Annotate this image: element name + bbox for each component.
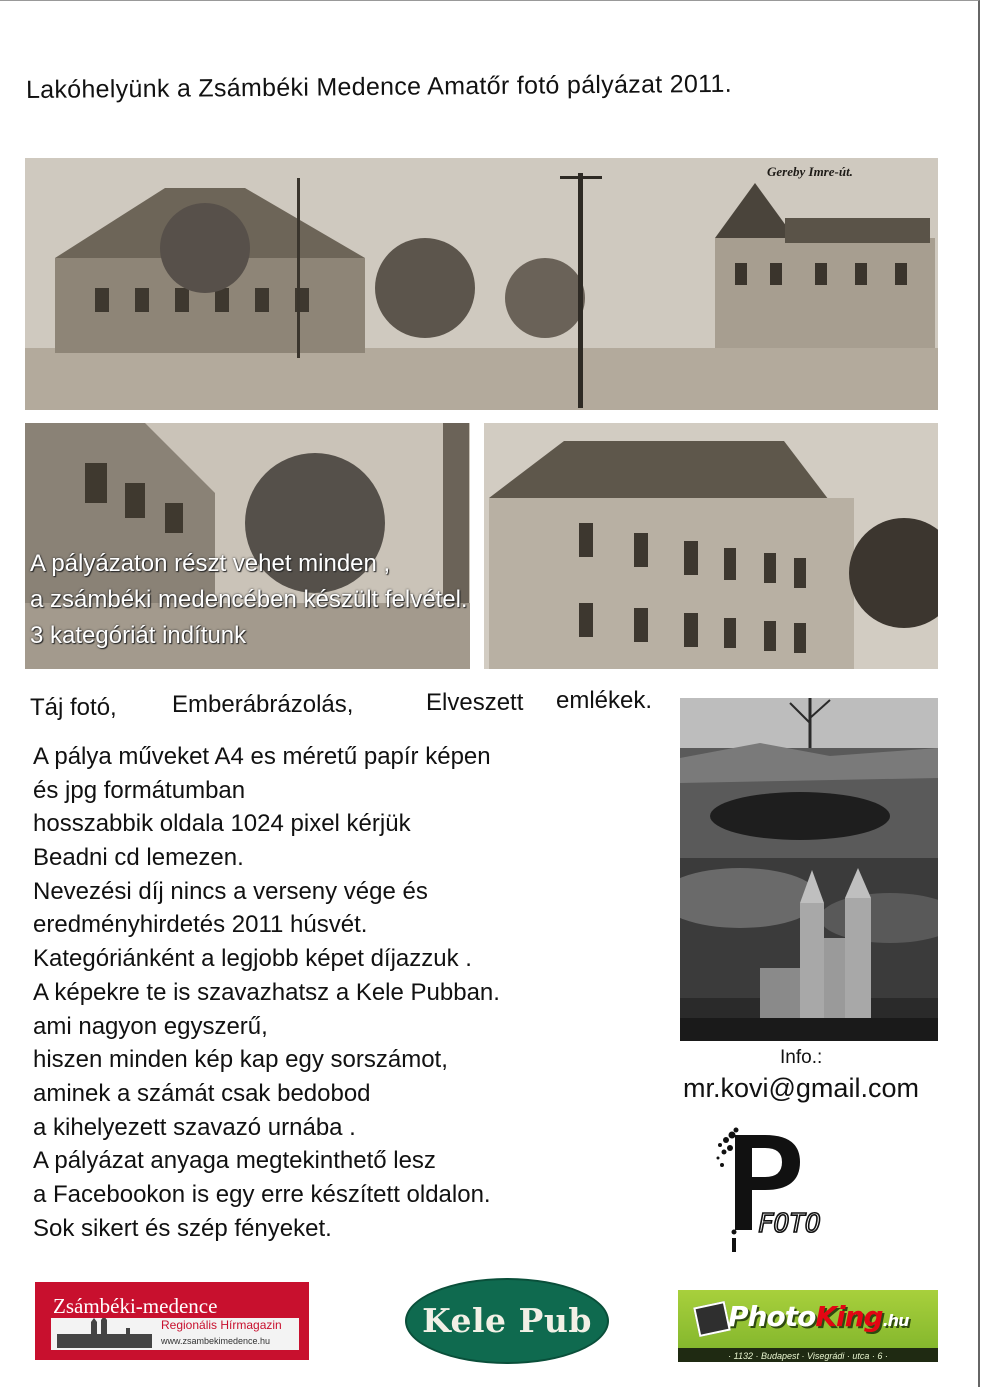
photoking-brand-a: Photo [728, 1300, 816, 1333]
zsambek-medence-logo [35, 1282, 309, 1360]
rules-line: A pálya műveket A4 es méretű papír képen [33, 743, 491, 770]
rules-line: Sok sikert és szép fényeket. [33, 1214, 332, 1242]
historic-building-photo-right [484, 423, 938, 669]
zsambek-logo-url: www.zsambekimedence.hu [161, 1336, 271, 1346]
category-lost-label-a: Elveszett [426, 689, 524, 716]
category-landscape: Táj fotó, [30, 694, 117, 721]
poster-title: Lakóhelyünk a Zsámbéki Medence Amatőr fotó pályázat 2011. [25, 69, 733, 104]
rules-line: ami nagyon egyszerű, [33, 1012, 268, 1040]
rules-line: a kihelyezett szavazó urnába . [33, 1113, 356, 1141]
photoking-brand-b: King [815, 1300, 883, 1333]
kele-pub-logo [405, 1278, 609, 1364]
photoking-logo [678, 1290, 938, 1362]
contact-email[interactable]: mr.kovi@gmail.com [683, 1073, 919, 1103]
pfoto-logo [710, 1120, 870, 1260]
photoking-brand [728, 1300, 908, 1333]
rules-text [33, 740, 500, 1245]
category-portrait: Emberábrázolás, [172, 691, 354, 718]
info-label: Info.: [780, 1047, 823, 1068]
rules-line: és jpg formátumban [33, 776, 246, 804]
overlay-line: a zsámbéki medencében készült felvétel. [30, 586, 468, 613]
overlay-line: A pályázaton részt vehet minden , [30, 550, 391, 577]
rules-line: hosszabbik oldala 1024 pixel kérjük [33, 810, 411, 838]
overlay-line: 3 kategóriát indítunk [30, 622, 247, 649]
camera-icon [693, 1301, 731, 1337]
category-lost-label-b: emlékek. [556, 687, 653, 714]
pfoto-text: FOTO [758, 1209, 821, 1239]
church-skyline-icon [51, 1318, 161, 1350]
photoking-address: · 1132 · Budapest · Visegrádi · utca · 6 · [728, 1351, 888, 1361]
historic-street-photo [25, 158, 938, 410]
photoking-brand-c: .hu [882, 1311, 909, 1330]
rules-line: a Facebookon is egy erre készített oldalon. [33, 1180, 491, 1208]
zsambek-logo-subtitle: Regionális Hírmagazin [161, 1318, 282, 1332]
rules-line: Beadni cd lemezen. [33, 844, 244, 872]
church-ruin-photo [680, 858, 938, 1041]
rules-line: Nevezési díj nincs a verseny vége és [33, 877, 428, 905]
rules-line: aminek a számát csak bedobod [33, 1079, 371, 1107]
rules-line: Kategóriánként a legjobb képet díjazzuk . [33, 945, 472, 973]
zsambek-logo-name: Zsámbéki-medence [53, 1294, 218, 1318]
kele-pub-logo-text: Kele Pub [422, 1301, 592, 1340]
photo-caption: Gereby Imre-út. [767, 164, 853, 179]
pond-photo [680, 698, 938, 858]
rules-line: eredményhirdetés 2011 húsvét. [33, 911, 368, 939]
rules-line: A képekre te is szavazhatsz a Kele Pubban. [33, 978, 500, 1006]
rules-line: hiszen minden kép kap egy sorszámot, [33, 1046, 448, 1074]
rules-line: A pályázat anyaga megtekinthető lesz [33, 1147, 436, 1175]
overlay-announcement [30, 546, 468, 654]
